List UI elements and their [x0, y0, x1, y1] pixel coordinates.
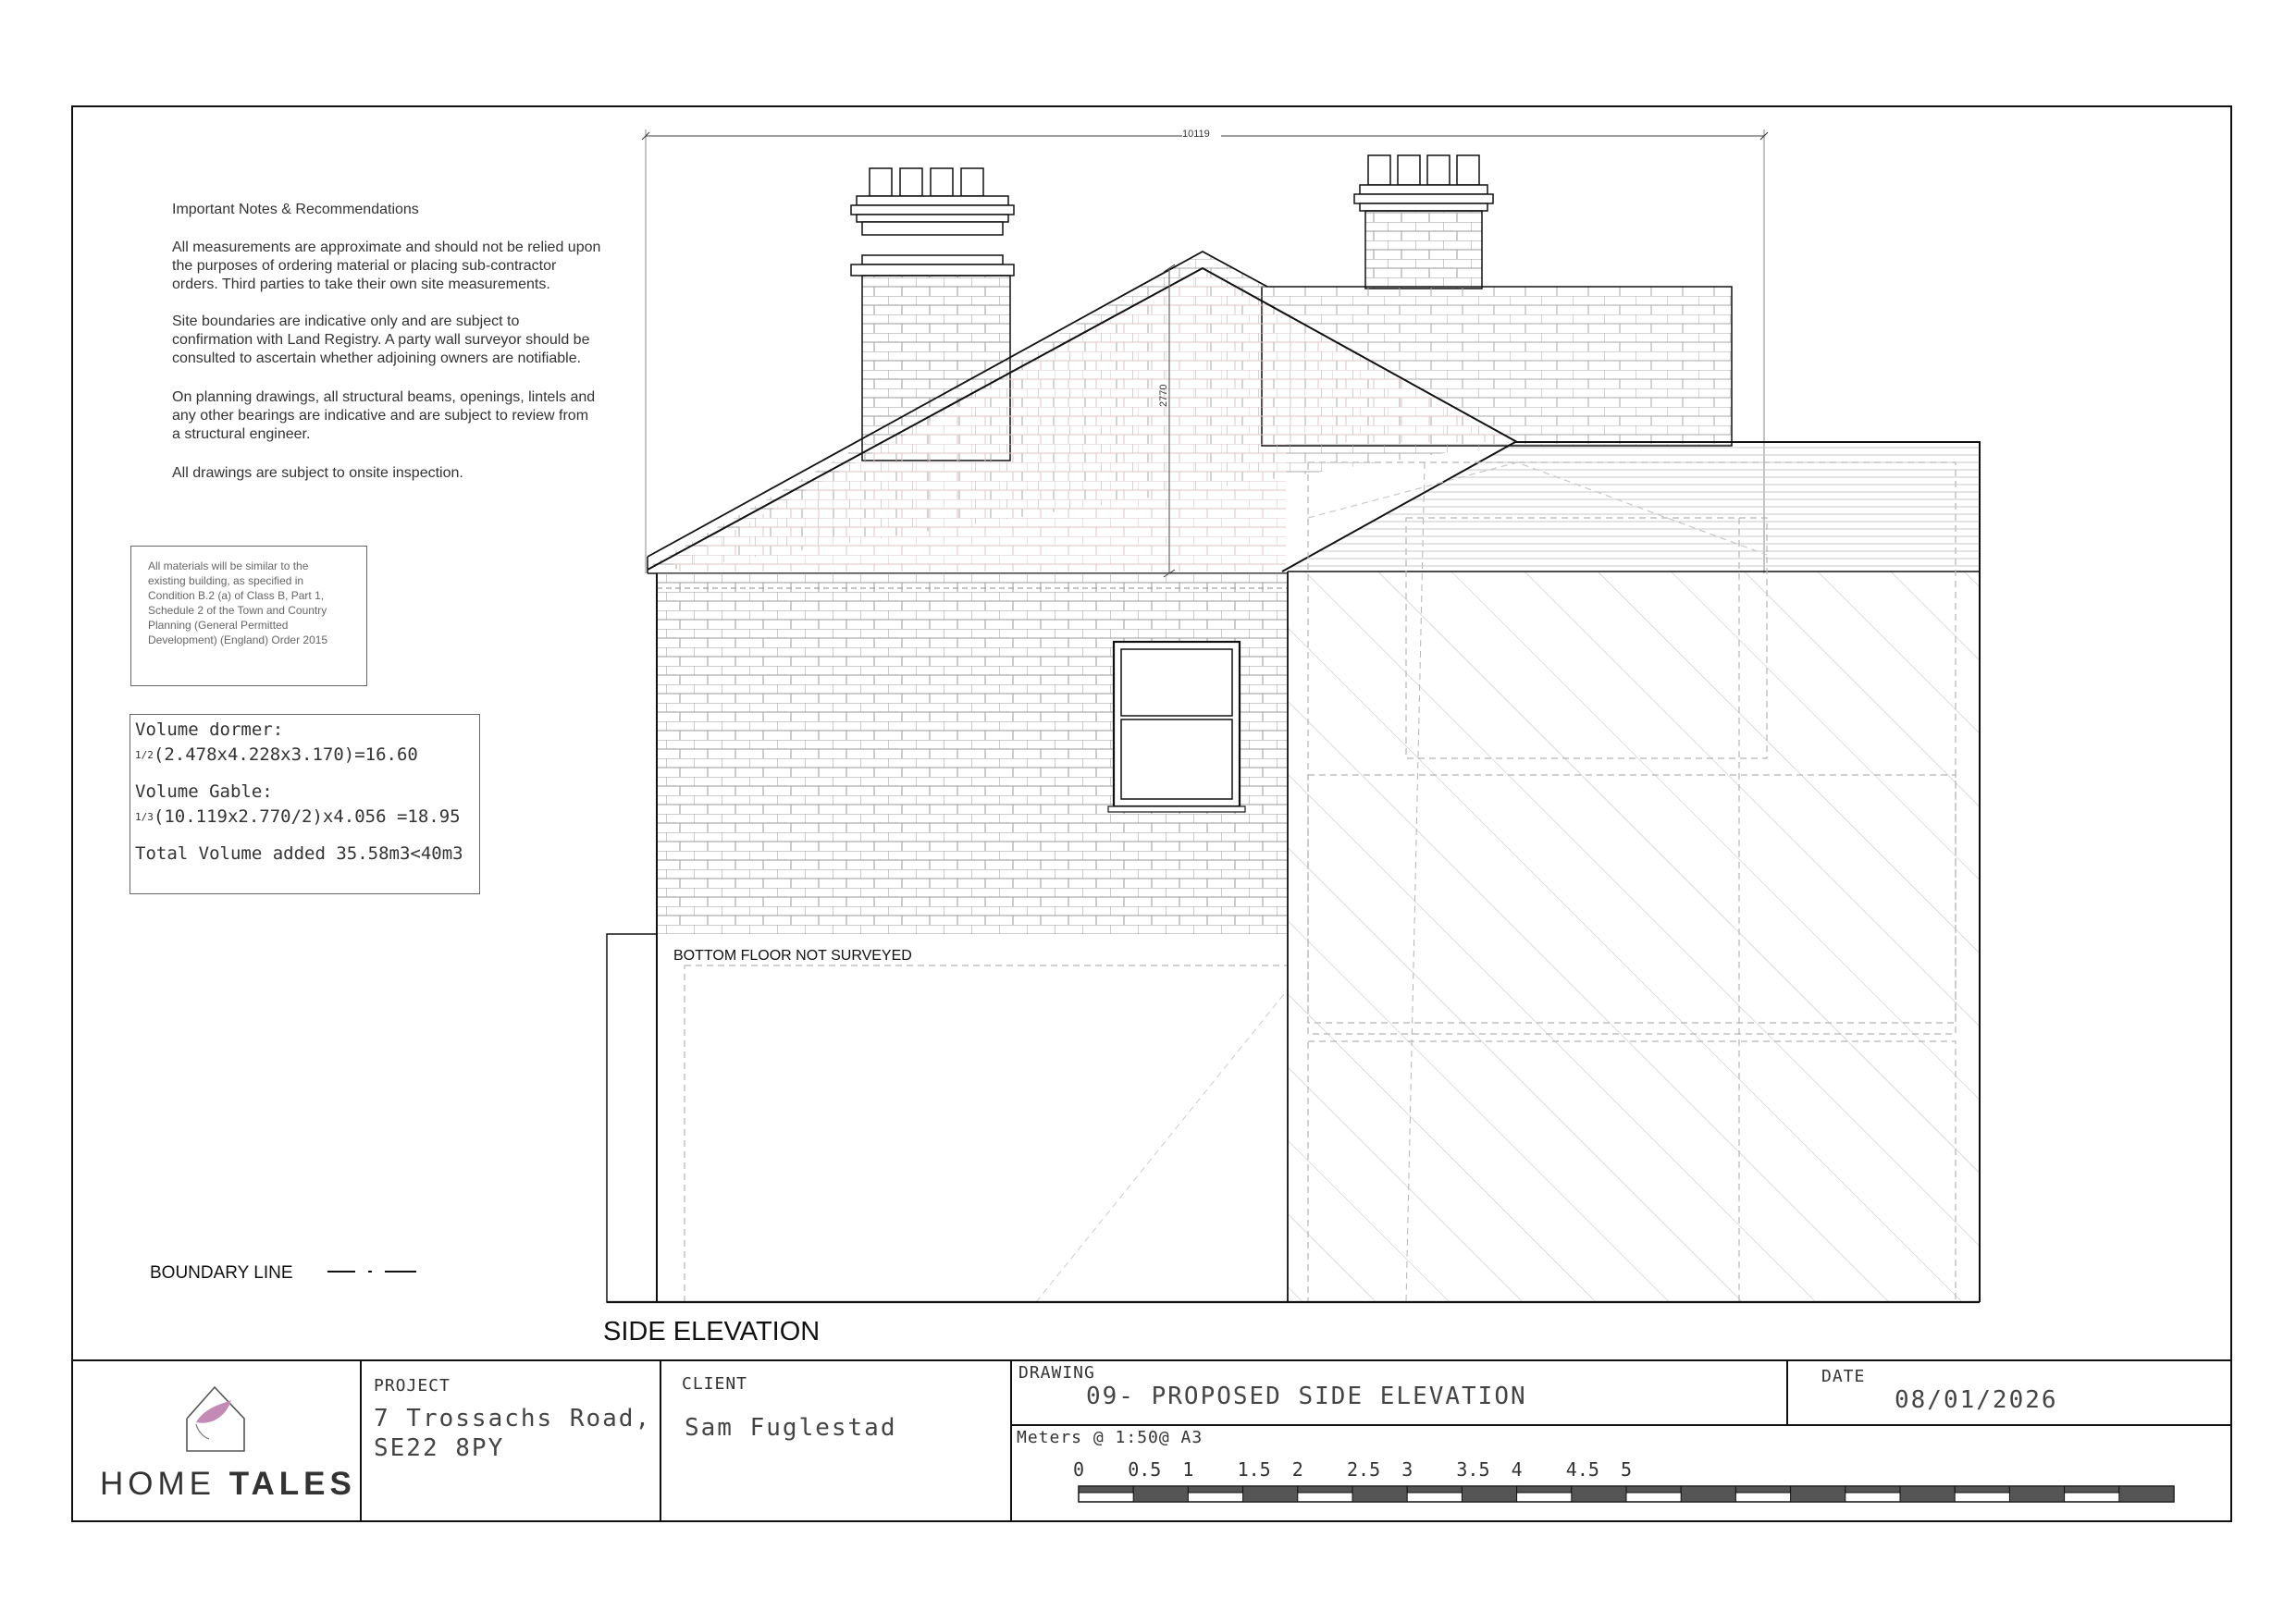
- fraction-half: 1/2: [135, 749, 154, 761]
- client-value: Sam Fuglestad: [685, 1414, 897, 1442]
- note-line: a structural engineer.: [172, 426, 311, 442]
- brand-name: [100, 1466, 356, 1503]
- note-line: On planning drawings, all structural beams, openings, lintels and: [172, 389, 596, 405]
- note-line: any other bearings are indicative and are subject to review from: [172, 408, 589, 424]
- elevation-title: SIDE ELEVATION: [603, 1317, 821, 1346]
- brand-light: HOME: [100, 1466, 216, 1502]
- drawing-label: DRAWING: [1018, 1363, 1095, 1383]
- note-line: the purposes of ordering material or placing sub-contractor: [172, 258, 557, 274]
- scale-cell: [1462, 1486, 1516, 1502]
- scale-cell: [1791, 1486, 1845, 1502]
- scale-cell: [1900, 1486, 1955, 1502]
- scale-cell: [1517, 1486, 1572, 1493]
- drawing-title: 09- PROPOSED SIDE ELEVATION: [1086, 1383, 1527, 1410]
- scale-cell: [1079, 1486, 1133, 1493]
- scale-tick-label: 4.5: [1565, 1458, 1599, 1481]
- scale-cell: [1626, 1486, 1681, 1493]
- scale-tick-label: 2.5: [1347, 1458, 1381, 1481]
- boundary-line-label: BOUNDARY LINE: [150, 1263, 293, 1283]
- scale-cell: [2065, 1486, 2119, 1493]
- materials-line: Schedule 2 of the Town and Country: [148, 604, 327, 617]
- scale-cell: [1298, 1486, 1352, 1493]
- scale-tick-label: 4: [1511, 1458, 1523, 1481]
- leaf-logo-icon: [196, 1400, 231, 1423]
- scale-cell: [1133, 1486, 1188, 1502]
- note-line: All drawings are subject to onsite inspection.: [172, 465, 463, 481]
- bottom-floor-note: BOTTOM FLOOR NOT SURVEYED: [673, 948, 912, 964]
- project-line-1: 7 Trossachs Road,: [374, 1405, 652, 1432]
- fraction-third: 1/3: [135, 811, 154, 823]
- scale-tick-label: 3.5: [1456, 1458, 1490, 1481]
- project-line-2: SE22 8PY: [374, 1434, 505, 1462]
- client-label: CLIENT: [682, 1374, 748, 1394]
- scale-cell: [1955, 1486, 2009, 1493]
- note-line: consulted to ascertain whether adjoining owners are notifiable.: [172, 350, 582, 366]
- date-value: 08/01/2026: [1895, 1386, 2058, 1414]
- note-line: All measurements are approximate and should not be relied upon: [172, 240, 601, 255]
- note-line: Site boundaries are indicative only and are subject to: [172, 314, 520, 329]
- note-line: orders. Third parties to take their own site measurements.: [172, 277, 550, 292]
- scale-cell: [1845, 1486, 1900, 1493]
- scale-tick-label: 0.5: [1128, 1458, 1162, 1481]
- volume-dormer-calc: (2.478x4.228x3.170)=16.60: [153, 744, 418, 765]
- notes-title: Important Notes & Recommendations: [172, 202, 419, 217]
- scale-tick-label: 5: [1621, 1458, 1633, 1481]
- scale-cell: [1572, 1486, 1626, 1502]
- volume-gable-label: Volume Gable:: [135, 781, 273, 802]
- scale-tick-label: 3: [1401, 1458, 1413, 1481]
- scale-cell: [1407, 1486, 1462, 1493]
- note-line: confirmation with Land Registry. A party wall surveyor should be: [172, 332, 590, 348]
- materials-line: Development) (England) Order 2015: [148, 633, 328, 646]
- materials-line: existing building, as specified in: [148, 574, 304, 587]
- scale-cell: [1681, 1486, 1735, 1502]
- scale-cell: [1735, 1486, 1790, 1493]
- scale-cell: [2009, 1486, 2064, 1502]
- scale-tick-label: 1: [1182, 1458, 1194, 1481]
- height-dimension-label: 2770: [1158, 384, 1169, 407]
- scale-tick-label: 1.5: [1237, 1458, 1271, 1481]
- materials-line: Planning (General Permitted: [148, 619, 289, 632]
- materials-line: All materials will be similar to the: [148, 559, 309, 572]
- scale-tick-label: 0: [1073, 1458, 1085, 1481]
- volume-dormer-label: Volume dormer:: [135, 719, 284, 740]
- scale-cell: [1352, 1486, 1407, 1502]
- volume-total: Total Volume added 35.58m3<40m3: [135, 843, 463, 864]
- materials-line: Condition B.2 (a) of Class B, Part 1,: [148, 589, 325, 602]
- brand-bold: TALES: [228, 1466, 356, 1502]
- scale-label: Meters @ 1:50@ A3: [1017, 1428, 1204, 1447]
- date-label: DATE: [1821, 1367, 1866, 1386]
- project-label: PROJECT: [374, 1376, 451, 1396]
- scale-cell: [2119, 1486, 2174, 1502]
- width-dimension-label: 10119: [1182, 129, 1210, 140]
- volume-gable-calc: (10.119x2.770/2)x4.056 =18.95: [153, 806, 461, 827]
- scale-cell: [1188, 1486, 1242, 1493]
- scale-cell: [1243, 1486, 1298, 1502]
- scale-tick-label: 2: [1291, 1458, 1303, 1481]
